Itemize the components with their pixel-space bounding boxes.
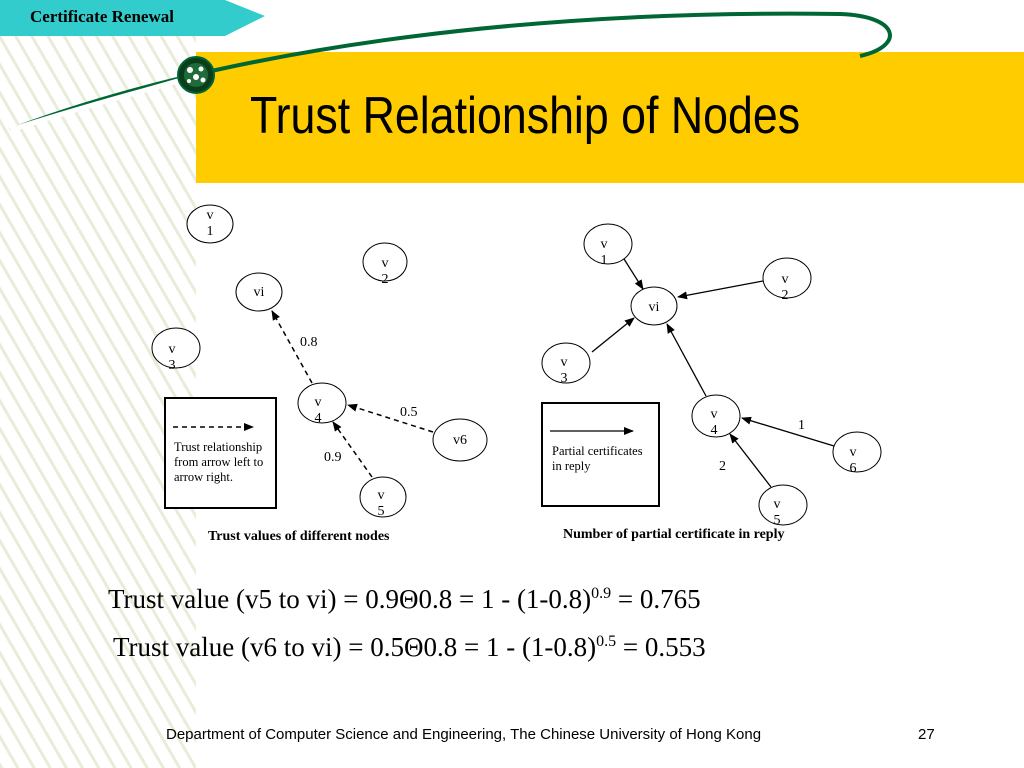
left-node-v6-label: v6: [453, 433, 467, 448]
left-edge-label-v6-v4: 0.5: [400, 405, 418, 420]
right-node-v1-label: v 1: [600, 237, 608, 268]
right-node-v6-label: v 6: [849, 445, 857, 476]
left-edge-v6-v4: [348, 405, 433, 432]
right-edge-v2-vi: [678, 281, 763, 297]
formula-v6-main: Trust value (v6 to vi) = 0.5Θ0.8 = 1 - (1-0.8): [113, 632, 597, 662]
formula-v5-result: = 0.765: [611, 584, 701, 614]
left-node-v2-label: v 2: [381, 256, 389, 287]
right-edge-label-v5-v4: 2: [719, 459, 726, 474]
right-edge-v3-vi: [592, 318, 634, 352]
right-node-v4-label: v 4: [710, 407, 718, 438]
header-tab-label: Certificate Renewal: [30, 7, 174, 26]
left-diagram-caption: Trust values of different nodes: [208, 529, 390, 544]
left-node-v5-label: v 5: [377, 488, 385, 519]
formula-v5-to-vi: [108, 584, 701, 615]
left-edge-label-v4-vi: 0.8: [300, 335, 318, 350]
slide-title: Trust Relationship of Nodes: [250, 87, 801, 145]
left-edge-label-v5-v4: 0.9: [324, 450, 342, 465]
formula-v6-result: = 0.553: [616, 632, 706, 662]
right-legend-text: Partial certificates in reply: [552, 444, 643, 473]
right-node-v5-label: v 5: [773, 497, 781, 528]
left-node-v4-label: v 4: [314, 395, 322, 426]
right-edge-v1-vi: [624, 259, 643, 289]
footer-department: Department of Computer Science and Engineering, The Chinese University of Hong Kong: [166, 726, 762, 743]
right-node-v3-label: v 3: [560, 355, 568, 386]
right-edge-label-v6-v4: 1: [798, 418, 805, 433]
left-node-v3-label: v 3: [168, 342, 176, 373]
left-node-vi-label: vi: [253, 285, 265, 300]
left-node-v1-label: v 1: [206, 208, 214, 239]
formula-v6-to-vi: [113, 632, 706, 663]
footer-page-number: 27: [918, 726, 935, 743]
right-node-v2-label: v 2: [781, 272, 789, 303]
right-diagram-caption: Number of partial certificate in reply: [563, 527, 785, 542]
right-edge-v6-v4: [742, 418, 834, 446]
formula-v5-exponent: 0.9: [591, 585, 612, 602]
left-legend-text: Trust relationship from arrow left to arrow right.: [174, 440, 264, 484]
formula-v6-exponent: 0.5: [596, 633, 617, 650]
right-edge-v4-vi: [667, 324, 706, 396]
formula-v5-main: Trust value (v5 to vi) = 0.9Θ0.8 = 1 - (1-0.8): [108, 584, 592, 614]
right-node-vi-label: vi: [648, 300, 660, 315]
right-edge-v5-v4: [730, 434, 771, 487]
